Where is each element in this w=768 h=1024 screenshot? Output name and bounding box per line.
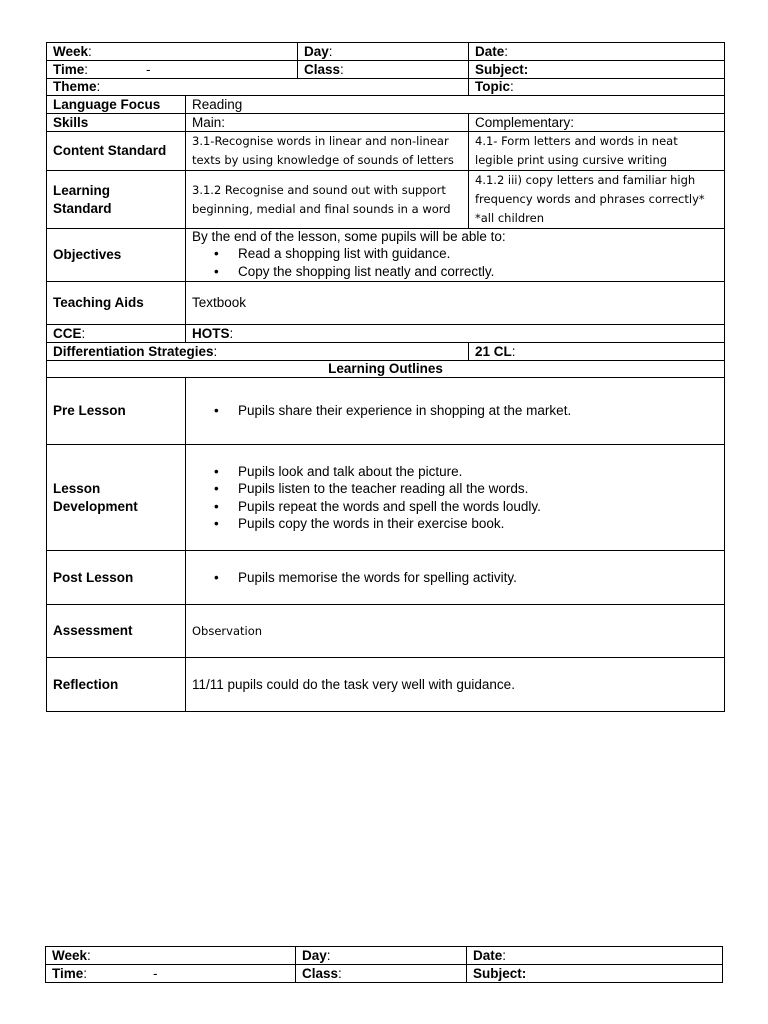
hots-label: HOTS bbox=[192, 325, 230, 341]
hots-cell bbox=[186, 325, 725, 343]
colon: : bbox=[96, 79, 101, 94]
colon: : bbox=[504, 43, 509, 59]
next-page-header-table bbox=[45, 946, 723, 983]
date-label: Date bbox=[475, 43, 505, 59]
learning-standard-main-line: beginning, medial and final sounds in a word bbox=[192, 201, 451, 216]
lesson-development-label-line: Development bbox=[53, 498, 138, 514]
week-label: Week bbox=[52, 947, 88, 963]
class-cell bbox=[296, 965, 467, 983]
colon: : bbox=[338, 965, 342, 981]
content-standard-comp-line: 4.1- Form letters and words in neat bbox=[475, 134, 678, 148]
post-lesson-list bbox=[192, 569, 718, 587]
lesson-development-content bbox=[186, 445, 725, 551]
colon: : bbox=[511, 343, 516, 359]
time-cell bbox=[47, 61, 298, 79]
reflection-label: Reflection bbox=[47, 658, 186, 712]
pre-lesson-list bbox=[192, 402, 718, 420]
assessment-label: Assessment bbox=[47, 605, 186, 658]
lesson-development-item: • Pupils look and talk about the picture. bbox=[238, 463, 718, 481]
colon: : bbox=[88, 43, 92, 59]
colon: : bbox=[326, 947, 331, 963]
language-focus-label: Language Focus bbox=[47, 96, 186, 114]
skills-complementary: Complementary: bbox=[469, 114, 725, 132]
theme-label: Theme bbox=[53, 79, 97, 94]
objective-item: • Copy the shopping list neatly and correctly. bbox=[238, 263, 718, 281]
differentiation-cell bbox=[47, 343, 469, 361]
reflection-value: 11/11 pupils could do the task very well with guidance. bbox=[186, 658, 725, 712]
colon: : bbox=[213, 343, 218, 359]
week-label: Week bbox=[53, 43, 89, 59]
learning-standard-comp-line: 4.1.2 iii) copy letters and familiar high bbox=[475, 173, 696, 187]
learning-standard-main-line: 3.1.2 Recognise and sound out with support bbox=[192, 182, 446, 197]
theme-cell bbox=[47, 79, 469, 96]
time-dash: - bbox=[146, 61, 151, 77]
pre-lesson-item: • Pupils share their experience in shopping at the market. bbox=[238, 402, 718, 420]
cce-label: CCE bbox=[53, 325, 82, 341]
pre-lesson-label: Pre Lesson bbox=[47, 378, 186, 445]
post-lesson-item: • Pupils memorise the words for spelling activity. bbox=[238, 569, 718, 587]
cce-cell bbox=[47, 325, 186, 343]
day-cell bbox=[296, 947, 467, 965]
teaching-aids-label: Teaching Aids bbox=[47, 282, 186, 325]
post-lesson-label: Post Lesson bbox=[47, 551, 186, 605]
time-dash: - bbox=[153, 965, 158, 981]
objectives-content bbox=[186, 229, 725, 282]
content-standard-main bbox=[186, 132, 469, 171]
time-label: Time bbox=[53, 61, 85, 77]
colon: : bbox=[340, 61, 344, 77]
pre-lesson-content bbox=[186, 378, 725, 445]
content-standard-label: Content Standard bbox=[47, 132, 186, 171]
colon: : bbox=[229, 325, 234, 341]
subject-cell bbox=[469, 61, 725, 79]
colon: : bbox=[83, 965, 88, 981]
week-cell bbox=[47, 43, 298, 61]
post-lesson-content bbox=[186, 551, 725, 605]
week-cell bbox=[46, 947, 296, 965]
class-label: Class bbox=[302, 965, 339, 981]
day-label: Day bbox=[302, 947, 327, 963]
objectives-label: Objectives bbox=[47, 229, 186, 282]
learning-standard-comp-line: *all children bbox=[475, 211, 544, 225]
language-focus-value: Reading bbox=[186, 96, 725, 114]
learning-outlines-title: Learning Outlines bbox=[47, 361, 725, 378]
differentiation-label: Differentiation Strategies bbox=[53, 343, 214, 359]
lesson-development-item: • Pupils listen to the teacher reading all the words. bbox=[238, 480, 718, 498]
class-cell bbox=[298, 61, 469, 79]
content-standard-comp-line: legible print using cursive writing bbox=[475, 153, 668, 167]
colon: : bbox=[84, 61, 89, 77]
subject-cell bbox=[467, 965, 723, 983]
learning-standard-label-line: Standard bbox=[53, 200, 112, 216]
time-cell bbox=[46, 965, 296, 983]
colon: : bbox=[502, 947, 507, 963]
learning-standard-complementary bbox=[469, 171, 725, 229]
lesson-plan-table bbox=[46, 42, 725, 712]
objectives-intro: By the end of the lesson, some pupils will be able to: bbox=[192, 229, 506, 244]
content-standard-complementary bbox=[469, 132, 725, 171]
content-standard-main-line: texts by using knowledge of sounds of letters bbox=[192, 153, 454, 167]
lesson-development-item: • Pupils repeat the words and spell the words loudly. bbox=[238, 498, 718, 516]
date-cell bbox=[467, 947, 723, 965]
cl21-label: 21 CL bbox=[475, 343, 512, 359]
cl21-cell bbox=[469, 343, 725, 361]
day-cell bbox=[298, 43, 469, 61]
time-label: Time bbox=[52, 965, 84, 981]
class-label: Class bbox=[304, 61, 341, 77]
teaching-aids-value: Textbook bbox=[186, 282, 725, 325]
date-cell bbox=[469, 43, 725, 61]
subject-label: Subject: bbox=[473, 965, 527, 981]
learning-standard-main bbox=[186, 171, 469, 229]
colon: : bbox=[81, 325, 86, 341]
colon: : bbox=[328, 43, 333, 59]
day-label: Day bbox=[304, 43, 329, 59]
learning-standard-comp-line: frequency words and phrases correctly* bbox=[475, 192, 705, 206]
topic-cell bbox=[469, 79, 725, 96]
skills-label: Skills bbox=[47, 114, 186, 132]
colon: : bbox=[510, 79, 514, 94]
lesson-development-list bbox=[192, 463, 718, 533]
objective-item: • Read a shopping list with guidance. bbox=[238, 245, 718, 263]
learning-standard-label-line: Learning bbox=[53, 182, 111, 198]
skills-main: Main: bbox=[186, 114, 469, 132]
learning-standard-label bbox=[47, 171, 186, 229]
lesson-development-label-line: Lesson bbox=[53, 480, 101, 496]
colon: : bbox=[87, 947, 91, 963]
subject-label: Subject: bbox=[475, 61, 529, 77]
lesson-development-label bbox=[47, 445, 186, 551]
content-standard-main-line: 3.1-Recognise words in linear and non-linear bbox=[192, 134, 449, 148]
date-label: Date bbox=[473, 947, 503, 963]
objectives-list bbox=[192, 245, 718, 280]
assessment-value: Observation bbox=[186, 605, 725, 658]
lesson-development-item: • Pupils copy the words in their exercise book. bbox=[238, 515, 718, 533]
topic-label: Topic bbox=[475, 79, 510, 94]
